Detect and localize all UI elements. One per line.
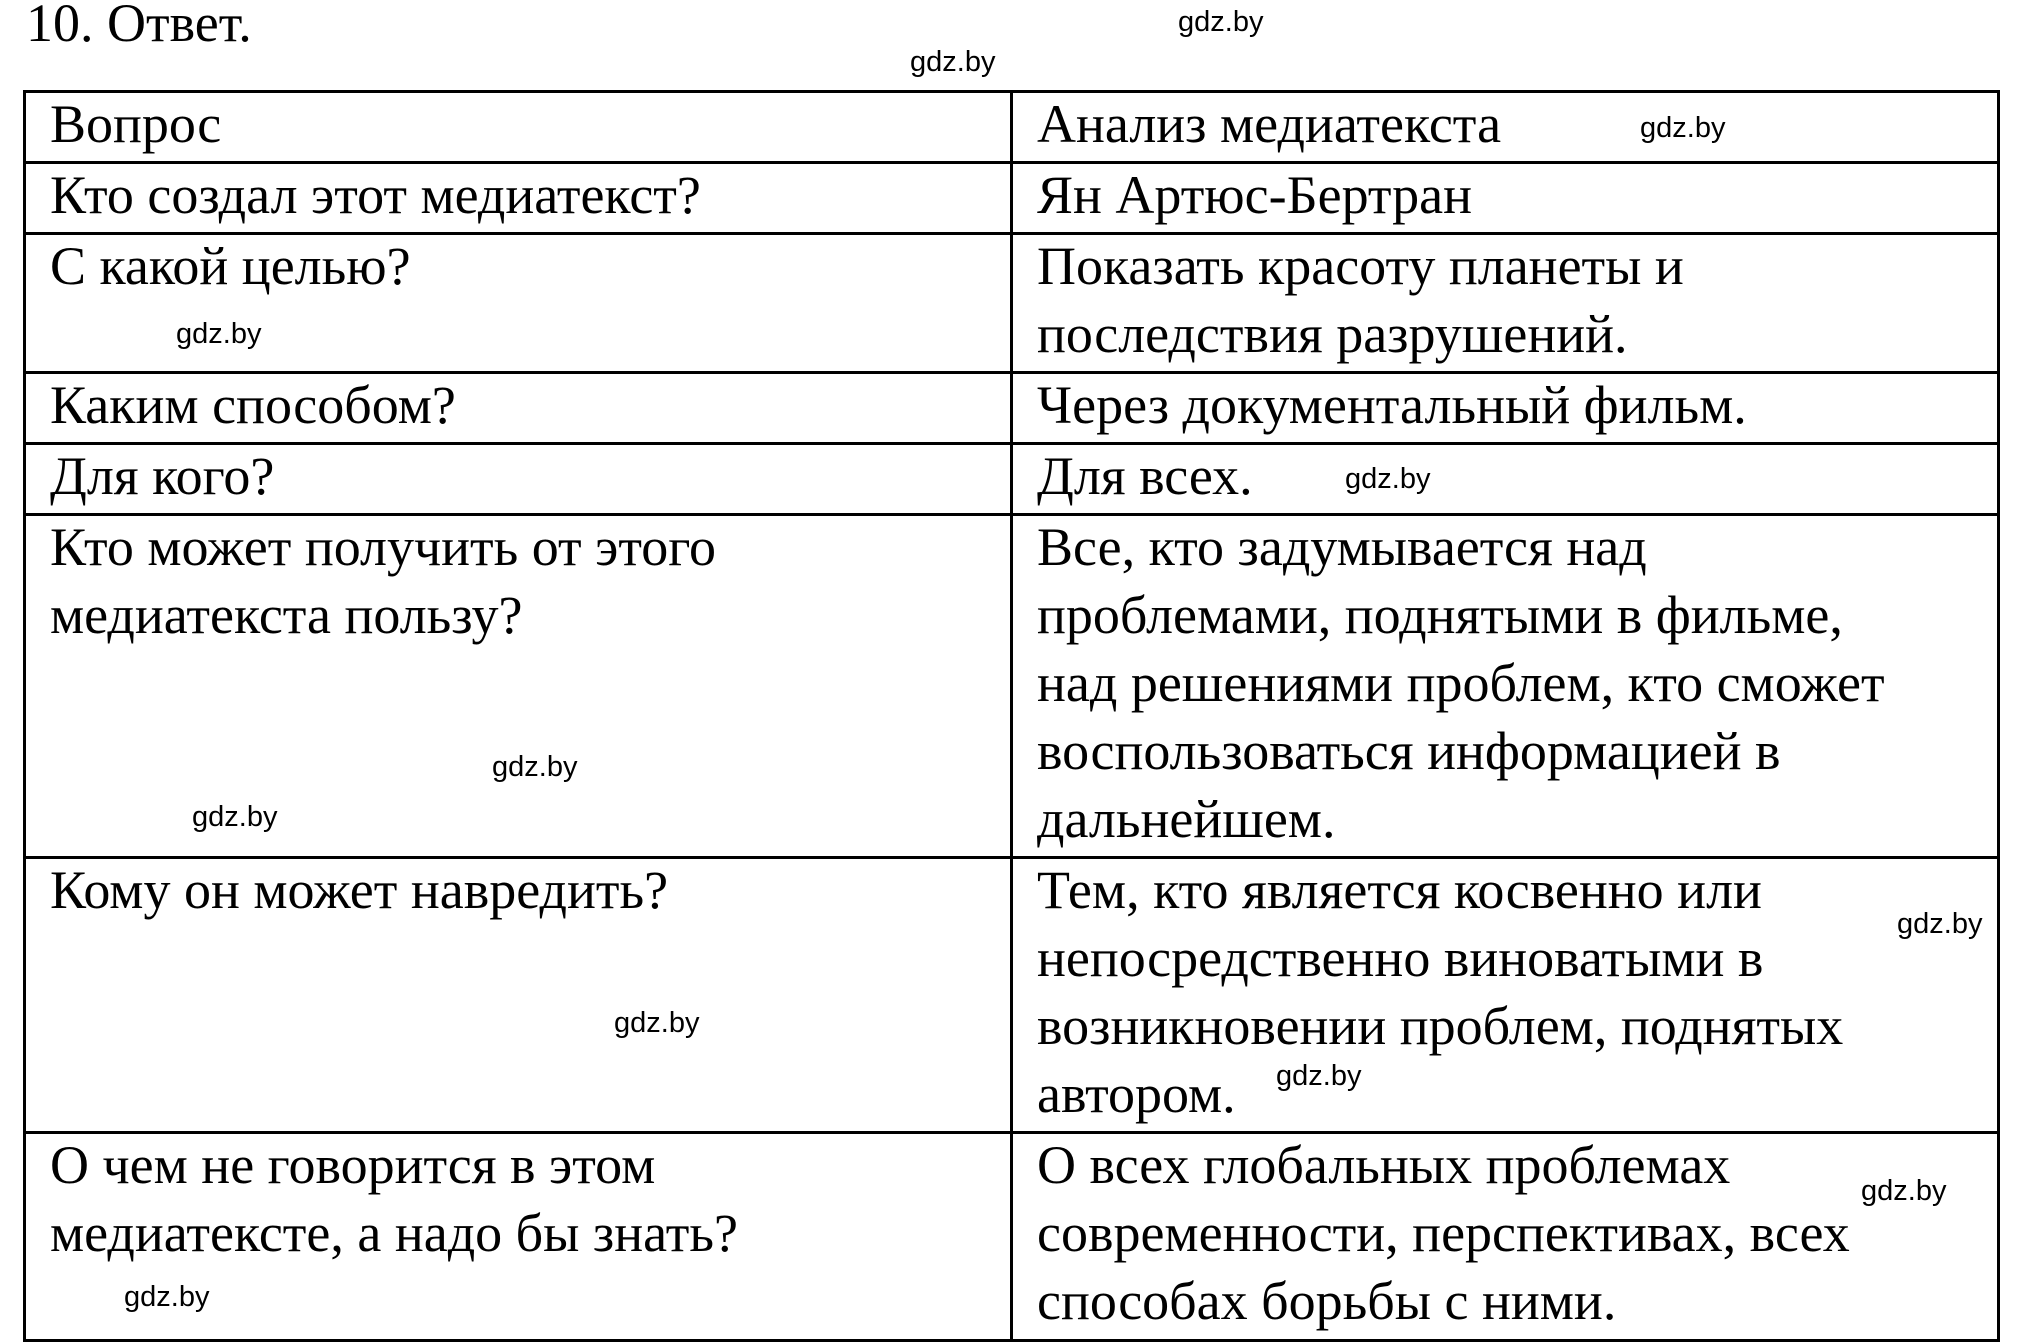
header-cell-analysis [1012,92,1999,163]
question-cell [25,163,1012,234]
watermark: gdz.by [910,46,996,78]
question-text: Кому он может навредить? [50,860,669,920]
watermark: gdz.by [1178,6,1264,38]
question-cell [25,858,1012,1133]
question-text: Каким способом? [50,375,456,435]
answer-text: Тем, кто является косвенно или непосредственно виноватыми в возникновении проблем, поднятых автором. [1037,860,1844,1124]
question-text: О чем не говорится в этом медиатексте, а надо бы знать? [50,1135,738,1263]
question-cell [25,444,1012,515]
header-analysis-text: Анализ медиатекста [1037,94,1502,154]
question-text: С какой целью? [50,236,411,296]
watermark: gdz.by [1861,1175,1947,1207]
page-heading: 10. Ответ. [26,0,252,53]
answer-cell [1012,444,1999,515]
question-text: Для кого? [50,446,275,506]
question-text: Кто создал этот медиатекст? [50,165,701,225]
table-row [25,444,1999,515]
question-cell [25,234,1012,373]
table-row [25,163,1999,234]
watermark: gdz.by [614,1007,700,1039]
watermark: gdz.by [1276,1060,1362,1092]
watermark: gdz.by [492,751,578,783]
question-cell [25,515,1012,858]
header-cell-question [25,92,1012,163]
answer-cell [1012,234,1999,373]
table-row [25,515,1999,858]
watermark: gdz.by [124,1281,210,1313]
watermark: gdz.by [1345,463,1431,495]
watermark: gdz.by [1897,908,1983,940]
answer-cell [1012,515,1999,858]
table-row [25,858,1999,1133]
answer-cell [1012,373,1999,444]
question-cell [25,373,1012,444]
table-row [25,234,1999,373]
answer-text: Через документальный фильм. [1037,375,1747,435]
answer-cell [1012,163,1999,234]
watermark: gdz.by [192,801,278,833]
header-question-text: Вопрос [50,94,222,154]
question-text: Кто может получить от этого медиатекста пользу? [50,517,717,645]
answer-cell [1012,1133,1999,1341]
answer-cell [1012,858,1999,1133]
answer-text: Все, кто задумывается над проблемами, поднятыми в фильме, над решениями проблем, кто сможет воспользоваться информацией в дальнейшем. [1037,517,1885,849]
table-row [25,1133,1999,1341]
watermark: gdz.by [1640,112,1726,144]
answer-text: Показать красоту планеты и последствия разрушений. [1037,236,1684,364]
table-row [25,373,1999,444]
watermark: gdz.by [176,318,262,350]
answer-text: О всех глобальных проблемах современности, перспективах, всех способах борьбы с ними. [1037,1135,1850,1331]
media-analysis-table [23,90,2000,1342]
answer-text: Ян Артюс-Бертран [1037,165,1472,225]
answer-text: Для всех. [1037,446,1253,506]
